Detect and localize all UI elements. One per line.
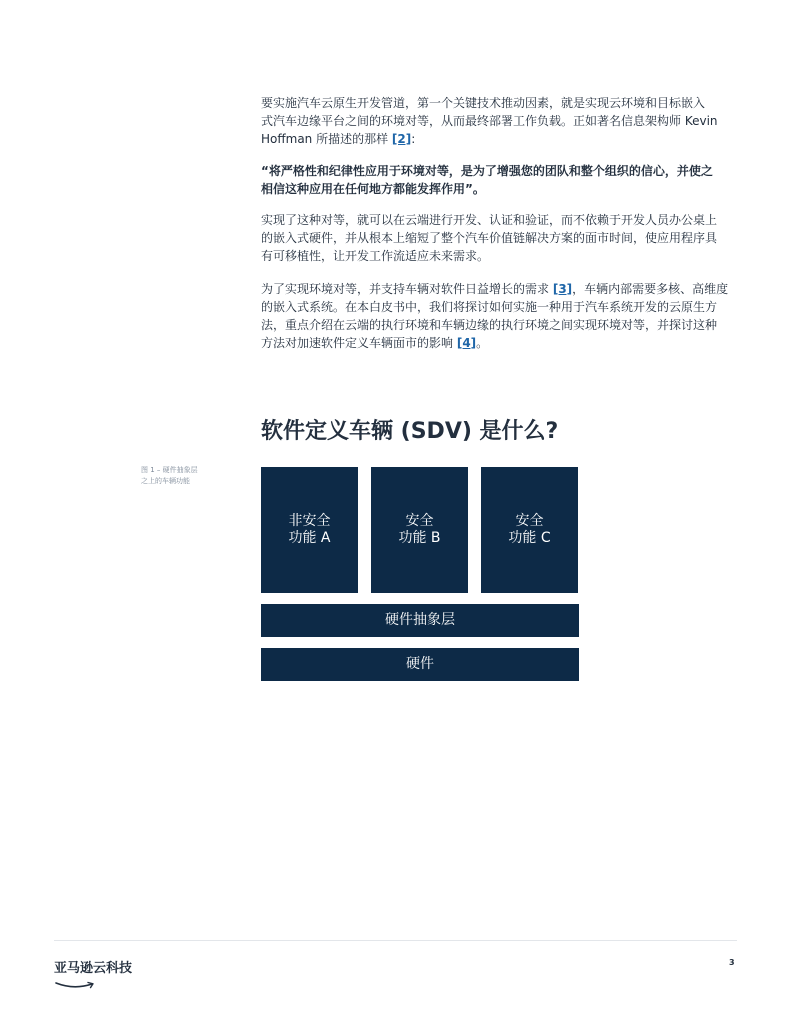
- text-line: 法，重点介绍在云端的执行环境和车辆边缘的执行环境之间实现环境对等，并探讨这种: [261, 318, 718, 332]
- text-line: 要实施汽车云原生开发管道，第一个关键技术推动因素，就是实现云环境和目标嵌入: [261, 96, 706, 110]
- quote-line: “将严格性和纪律性应用于环境对等，是为了增强您的团队和整个组织的信心，并使之: [261, 164, 713, 178]
- text-segment: 为了实现环境对等，并支持车辆对软件日益增长的需求: [261, 282, 553, 296]
- quote-paragraph: [261, 162, 741, 198]
- function-c-block: [481, 467, 578, 593]
- text-segment: ，车辆内部需要多核、高维度: [572, 282, 729, 296]
- text-line: [261, 130, 741, 148]
- reference-link-3[interactable]: [3]: [552, 282, 573, 296]
- caption-line: 之上的车辆功能: [141, 477, 190, 485]
- whitepaper-paragraph: [261, 280, 741, 352]
- figure-caption: [141, 465, 231, 487]
- text-segment: :: [411, 132, 416, 146]
- text-segment: Hoffman 所描述的那样: [261, 132, 392, 146]
- text-line: [261, 280, 741, 298]
- block-label-line: 功能 C: [508, 530, 551, 546]
- block-label-line: 安全: [405, 513, 434, 529]
- intro-paragraph: [261, 94, 741, 148]
- text-line: [261, 334, 741, 352]
- quote-line: 相信这种应用在任何地方都能发挥作用”。: [261, 182, 485, 196]
- hardware-block: [261, 648, 579, 681]
- reference-link-4[interactable]: [4]: [456, 336, 477, 350]
- text-line: 实现了这种对等，就可以在云端进行开发、认证和验证，而不依赖于开发人员办公桌上: [261, 213, 718, 227]
- logo-text: 亚马逊云科技: [54, 961, 133, 976]
- block-label-line: 安全: [515, 513, 544, 529]
- hardware-abstraction-layer-block: [261, 604, 579, 637]
- text-line: 的嵌入式硬件，并从根本上缩短了整个汽车价值链解决方案的面市时间，使应用程序具: [261, 231, 718, 245]
- smile-arrow-icon: [54, 981, 102, 991]
- text-segment: 方法对加速软件定义车辆面市的影响: [261, 336, 457, 350]
- section-title: 软件定义车辆 (SDV) 是什么?: [261, 419, 559, 444]
- function-b-block: [371, 467, 468, 593]
- block-label: 硬件: [406, 656, 434, 672]
- text-line: 的嵌入式系统。在本白皮书中，我们将探讨如何实施一种用于汽车系统开发的云原生方: [261, 300, 718, 314]
- footer-divider: [54, 940, 737, 941]
- page-number: 3: [729, 958, 735, 967]
- function-a-block: [261, 467, 358, 593]
- block-label: 硬件抽象层: [385, 612, 455, 628]
- text-line: 式汽车边缘平台之间的环境对等，从而最终部署工作负载。正如著名信息架构师 Kevin: [261, 114, 718, 128]
- caption-line: 图 1 – 硬件抽象层: [141, 466, 198, 474]
- block-label-line: 功能 A: [288, 530, 331, 546]
- company-logo: [54, 957, 132, 995]
- block-label-line: 功能 B: [398, 530, 441, 546]
- parity-paragraph: [261, 211, 741, 265]
- text-segment: 。: [476, 336, 489, 350]
- reference-link-2[interactable]: [2]: [391, 132, 412, 146]
- text-line: 有可移植性，让开发工作流适应未来需求。: [261, 249, 490, 263]
- block-label-line: 非安全: [288, 513, 331, 529]
